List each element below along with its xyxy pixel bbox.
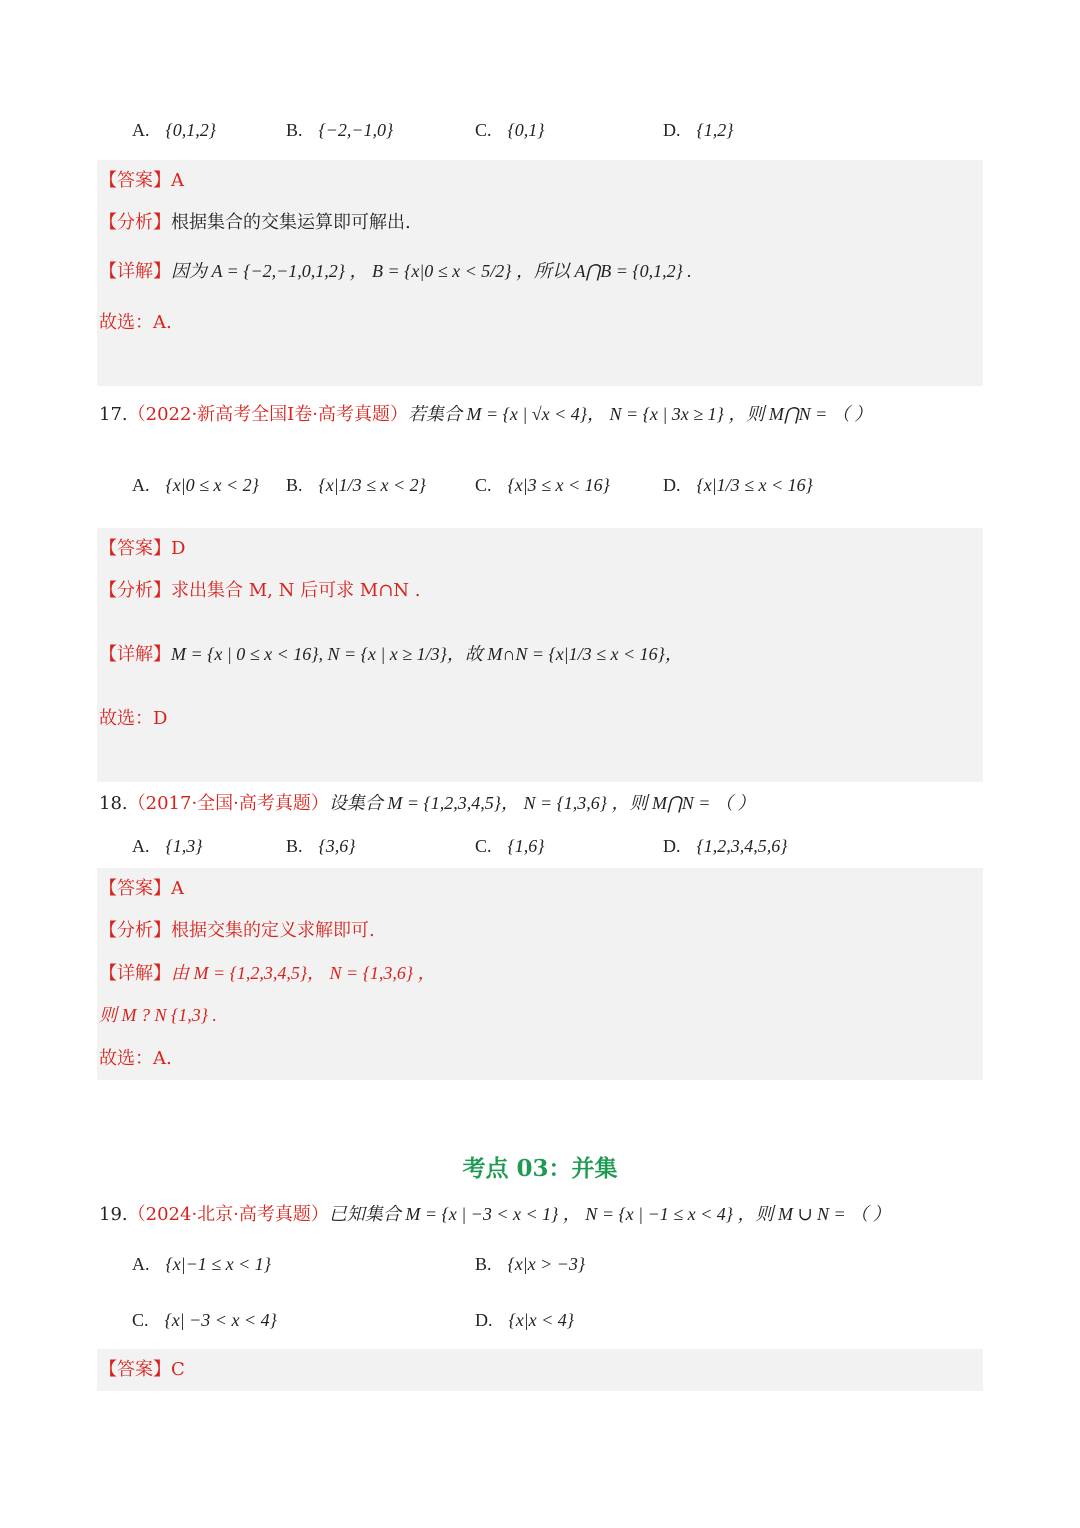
q16-option-b: B. {−2,−1,0} bbox=[286, 120, 394, 140]
q16-answer: 【答案】A bbox=[99, 170, 184, 191]
q16-option-d: D. {1,2} bbox=[663, 120, 734, 140]
q19-stem: 19.（2024·北京·高考真题）已知集合 M = {x | −3 < x < 1} ， N = {x | −1 ≤ x < 4} ，则 M ∪ N = （ ） bbox=[99, 1204, 891, 1225]
q18-conclusion: 故选：A. bbox=[99, 1048, 172, 1069]
q18-detail: 【详解】由 M = {1,2,3,4,5}， N = {1,3,6} ， bbox=[99, 963, 436, 984]
q17-stem: 17.（2022·新高考全国Ⅰ卷·高考真题）若集合 M = {x | √x < 4}， N = {x | 3x ≥ 1} ，则 M⋂N = （ ） bbox=[99, 404, 873, 425]
q18-stem: 18.（2017·全国·高考真题）设集合 M = {1,2,3,4,5}， N = {1,3,6} ，则 M⋂N = （ ） bbox=[99, 793, 756, 814]
q19-answer: 【答案】C bbox=[99, 1359, 185, 1380]
section-heading: 考点 03：并集 bbox=[462, 1155, 618, 1182]
q16-option-a: A. {0,1,2} bbox=[132, 120, 216, 140]
q18-option-b: B. {3,6} bbox=[286, 836, 356, 856]
q17-analysis: 【分析】求出集合 M, N 后可求 M∩N . bbox=[99, 580, 421, 601]
q16-analysis: 【分析】根据集合的交集运算即可解出. bbox=[99, 212, 411, 233]
q16-option-c: C. {0,1} bbox=[475, 120, 545, 140]
q17-option-c: C. {x|3 ≤ x < 16} bbox=[475, 475, 610, 495]
q18-detail-line2: 则 M ? N {1,3} . bbox=[99, 1005, 217, 1025]
q16-conclusion: 故选：A. bbox=[99, 312, 172, 333]
q17-conclusion: 故选：D bbox=[99, 708, 168, 729]
q19-option-a: A. {x|−1 ≤ x < 1} bbox=[132, 1254, 271, 1274]
q17-option-a: A. {x|0 ≤ x < 2} bbox=[132, 475, 259, 495]
q18-answer: 【答案】A bbox=[99, 878, 184, 899]
q18-option-c: C. {1,6} bbox=[475, 836, 545, 856]
q16-detail: 【详解】因为 A = {−2,−1,0,1,2} ， B = {x|0 ≤ x < 5/2} ，所以 A⋂B = {0,1,2} . bbox=[99, 261, 692, 282]
q18-analysis: 【分析】根据交集的定义求解即可. bbox=[99, 920, 375, 941]
q17-option-d: D. {x|1/3 ≤ x < 16} bbox=[663, 475, 813, 495]
q19-option-b: B. {x|x > −3} bbox=[475, 1254, 586, 1274]
q17-answer: 【答案】D bbox=[99, 538, 186, 559]
q18-option-d: D. {1,2,3,4,5,6} bbox=[663, 836, 788, 856]
q18-option-a: A. {1,3} bbox=[132, 836, 203, 856]
q19-solution-box bbox=[97, 1349, 983, 1391]
q19-option-c: C. {x| −3 < x < 4} bbox=[132, 1310, 277, 1330]
q17-option-b: B. {x|1/3 ≤ x < 2} bbox=[286, 475, 426, 495]
q19-option-d: D. {x|x < 4} bbox=[475, 1310, 574, 1330]
q17-detail: 【详解】M = {x | 0 ≤ x < 16}, N = {x | x ≥ 1/3}，故 M∩N = {x|1/3 ≤ x < 16}， bbox=[99, 644, 683, 665]
